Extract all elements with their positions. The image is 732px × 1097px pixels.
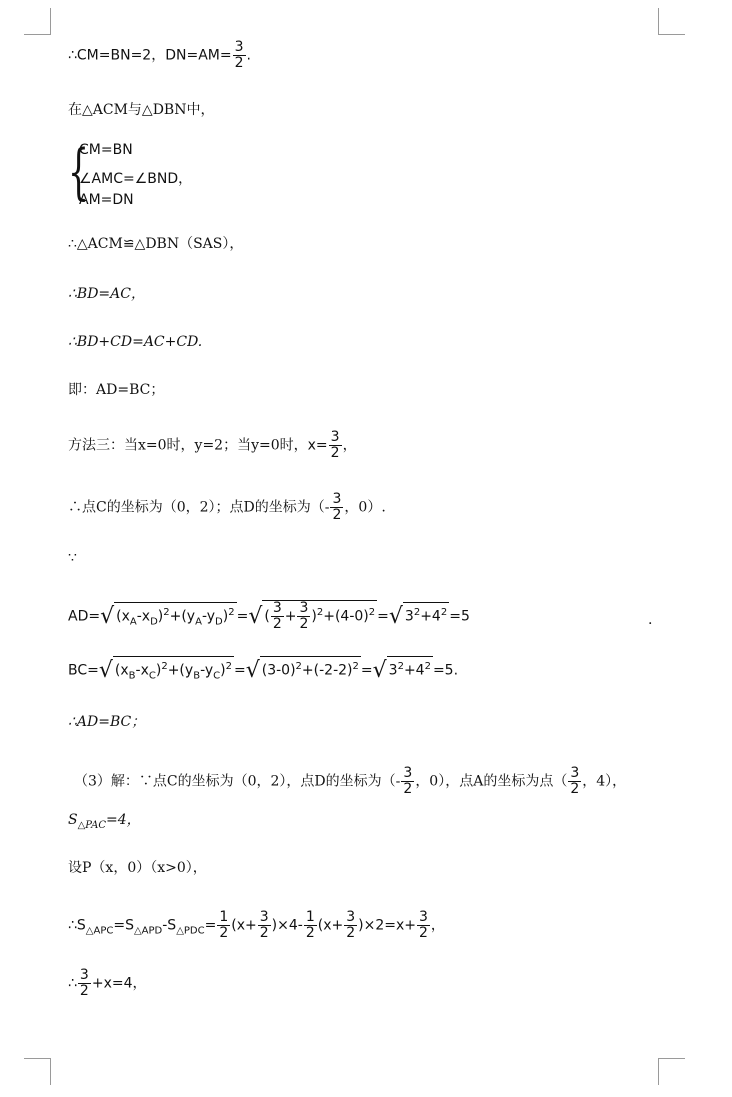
sqrt-body [260,656,361,681]
subscript: △PAC [77,819,106,831]
subscript: A [195,616,202,628]
text: 3 [388,662,398,679]
line-part-three [74,766,626,797]
denominator: 2 [332,507,342,523]
numerator: 3 [330,429,340,445]
text: . [246,47,251,64]
text: ) [220,662,226,679]
exponent: 2 [368,606,376,618]
line-ad-distance [68,600,470,632]
text: (x+ [231,917,257,934]
denominator: 2 [79,983,89,999]
fraction [329,430,342,461]
sqrt-icon: √ [388,603,403,629]
line-point-coordinates [68,492,386,523]
line-method-three [68,430,357,461]
text: (3-0) [261,662,296,679]
fraction [417,910,430,941]
line-ad-equals-bc [68,712,145,732]
line-let-p [68,858,207,878]
exponent: 2 [352,661,359,672]
exponent: 2 [424,661,431,672]
text: =S [113,917,134,934]
sqrt-icon: √ [248,603,263,629]
line-because [68,548,77,568]
exponent: 2 [413,606,421,618]
text: -S [162,917,177,934]
subscript: C [148,670,156,682]
numerator: 1 [305,909,315,925]
text: 方法三：当x=0时，y=2；当y=0时， [68,437,308,454]
corner-mark-bottom-right [658,1058,685,1085]
system-line-2: ∠AMC=∠BND， [79,171,193,187]
text: (x [116,608,130,625]
line-ad-bc [68,380,164,400]
denominator: 2 [272,616,282,632]
exponent: 2 [295,661,302,672]
subscript: B [128,670,136,682]
text: +(y [167,662,194,679]
line-final [68,968,147,999]
text: 设P（x，0）（x>0）， [68,860,207,876]
fraction [304,910,317,941]
text: ) [157,608,164,625]
text: -y [200,662,214,679]
numerator: 3 [234,39,244,55]
denominator: 2 [403,781,413,797]
text: ，4）， [582,773,627,790]
text: = [204,917,217,934]
text: +(4-0) [323,608,369,625]
denominator: 2 [419,925,428,941]
line-cm-bn [68,40,251,71]
numerator: 3 [346,909,356,925]
subscript: △APC [85,925,114,937]
text: BC= [68,662,99,679]
text: -x [135,662,149,679]
text: +4 [403,662,425,679]
text: ) [311,608,317,625]
line-bc-distance [68,656,458,686]
numerator: 3 [332,491,342,507]
text: -y [201,608,216,625]
denominator: 2 [219,925,229,941]
corner-mark-top-right [658,8,685,35]
text: = [360,662,373,679]
numerator: 1 [219,909,229,925]
denominator: 2 [305,925,315,941]
exponent: 2 [161,661,168,672]
text: ∴点C的坐标为（0，2）；点D的坐标为（- [68,499,330,516]
text: = [377,608,389,625]
text: ∴BD+CD=AC+CD. [68,334,203,350]
fraction [217,910,230,941]
subscript: △PDC [176,925,205,937]
fraction [78,968,91,999]
text: ∴ [68,975,77,992]
text: ) [222,608,229,625]
text: ∴AD=BC； [68,714,146,730]
numerator: 3 [272,600,282,616]
numerator: 3 [79,967,89,983]
text: =5. [432,662,459,679]
text: ( [264,608,270,625]
sqrt-body [114,602,236,632]
sqrt-icon: √ [245,657,260,683]
numerator: 3 [403,765,413,781]
subscript: B [193,670,201,682]
text: -x [136,608,151,625]
text: + [284,608,297,625]
denominator: 2 [299,616,309,632]
text: +(y [169,608,196,625]
subscript: C [213,670,221,682]
exponent: 2 [440,606,448,618]
sqrt-body [403,602,449,627]
line-congruent [68,234,243,254]
sqrt-icon: √ [100,603,115,629]
exponent: 2 [316,606,324,618]
text: (x+ [317,917,344,934]
subscript: D [150,616,158,628]
numerator: 3 [259,909,269,925]
text: ) [155,662,162,679]
exponent: 2 [228,606,235,618]
numerator: 3 [299,600,309,616]
exponent: 2 [225,661,232,672]
denominator: 2 [330,445,340,461]
sqrt-body [387,656,433,681]
sqrt-body [262,600,377,632]
text: +x=4， [91,975,147,992]
line-bd-ac [68,284,145,304]
text: +4 [420,608,441,625]
text: (x [114,662,129,679]
fraction [297,601,310,632]
fraction [401,766,414,797]
fraction [330,492,343,523]
denominator: 2 [259,925,269,941]
fraction [271,601,284,632]
sqrt-icon: √ [372,657,387,683]
subscript: D [215,616,223,628]
text: )×4- [271,917,303,934]
text: ， [430,917,445,934]
line-area-equation [68,910,445,941]
fraction [568,766,581,797]
fraction [233,40,246,71]
brace-icon: { [68,137,90,207]
text: ， [342,437,357,454]
line-bd-cd [68,332,202,352]
text: = [233,662,246,679]
text: ∴△ACM≌△DBN（SAS）， [68,236,244,252]
sqrt-body [113,656,234,686]
text: = [236,608,249,625]
subscript: △APD [133,925,163,937]
text: AD= [68,608,101,625]
system-line-3: AM=DN [79,192,134,208]
numerator: 3 [570,765,580,781]
fraction [258,910,271,941]
denominator: 2 [570,781,580,797]
stray-dot: . [648,612,653,628]
text: ∵ [68,550,77,566]
text: （3）解：∵点C的坐标为（0，2），点D的坐标为（- [74,773,401,790]
text: ∴BD=AC， [68,286,145,302]
corner-mark-top-left [24,8,51,35]
text: x= [307,437,328,454]
text: ，0）. [344,499,386,516]
line-in-triangles [68,100,214,120]
text: )×2=x+ [358,917,416,934]
fraction [344,910,357,941]
denominator: 2 [346,925,356,941]
text: 3 [404,608,414,625]
text: ∴CM=BN=2，DN=AM= [68,47,232,64]
system-line-1: CM=BN [79,142,133,158]
text: 即：AD=BC； [68,382,165,398]
exponent: 2 [397,661,404,672]
corner-mark-bottom-left [24,1058,51,1085]
text: ∴S [68,917,86,934]
sqrt-icon: √ [98,657,113,683]
exponent: 2 [163,606,170,618]
text: ，0），点A的坐标为点（ [415,773,568,790]
subscript: A [129,616,137,628]
text: =5 [449,608,470,625]
line-area-pac [68,810,141,836]
text: +(-2-2) [301,662,353,679]
text: 在△ACM与△DBN中， [68,102,215,118]
text: =4， [105,812,141,828]
text: S [68,812,78,828]
numerator: 3 [419,909,428,925]
denominator: 2 [234,55,244,71]
